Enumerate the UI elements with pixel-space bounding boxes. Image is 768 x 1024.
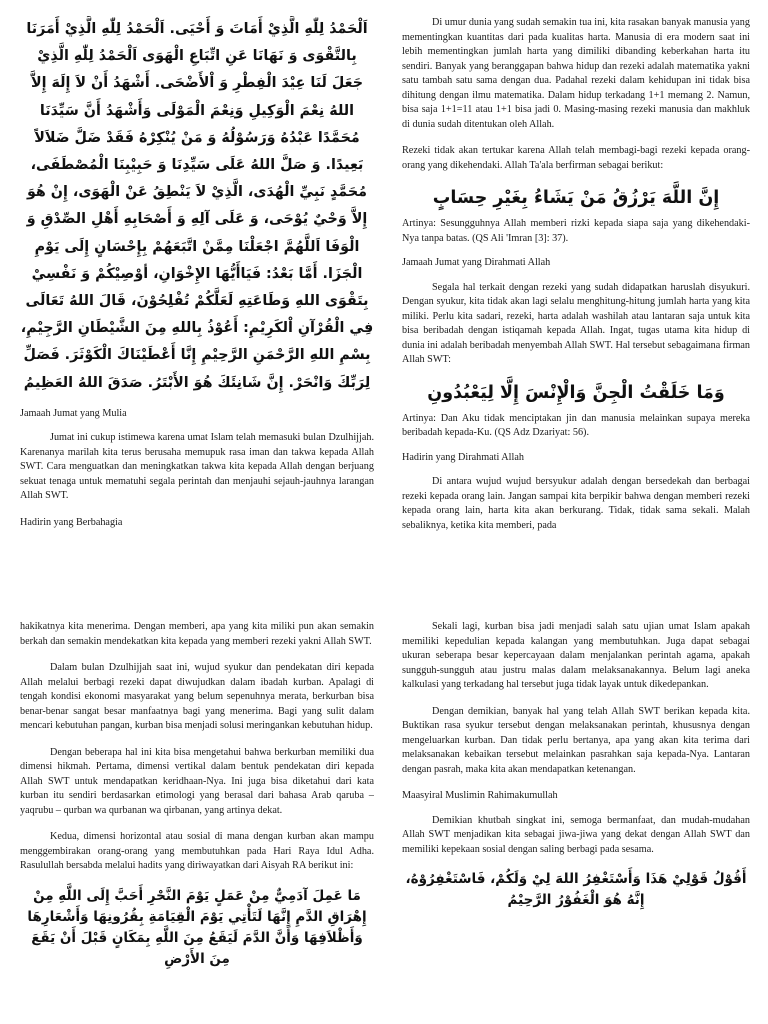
column-1-top xyxy=(20,16,374,598)
paragraph: hakikatnya kita menerima. Dengan memberi, apa yang kita miliki pun akan semakin berkah dan semakin mendekatkan kita kepada yang memberi rezeki yakni Allah SWT. xyxy=(20,621,374,647)
paragraph: Sekali lagi, kurban bisa jadi menjadi salah satu ujian umat Islam apakah memiliki kepedulian kepada kalangan yang membutuhkan. Juga dapat sebagai ukuran seberapa besar kepercayaan dalam menjalankan perintah agama, apakah sungguh-sungguh atau justru malas dalam melaksanakannya. Belum lagi aneka kalkulasi yang terkadang hal tersebut juga tidak layak untuk dikedepankan. xyxy=(402,621,750,690)
quran-verse: وَمَا خَلَقْتُ الْجِنَّ وَالْإِنْسَ إِلَّا لِيَعْبُدُونِ xyxy=(427,382,725,403)
column-2-bottom xyxy=(402,620,750,1024)
paragraph: Segala hal terkait dengan rezeki yang sudah didapatkan haruslah disyukuri. Dengan syukur, kita tidak akan lagi selalu menghitung-hitung jumlah harta yang kita miliki. Perlu kita sadari, rezeki, harta adalah washilah atau lantaran saja untuk kita bisa beribadah dengan istiqamah kepada Allah. Ingat, tugas utama kita hidup di dunia ini adalah beribadah menyembah Allah SWT. Hal tersebut sebagaimana firman Allah SWT: xyxy=(402,281,750,365)
section-heading: Jamaah Jumat yang Mulia xyxy=(20,407,127,419)
paragraph: Dalam bulan Dzulhijjah saat ini, wujud syukur dan pendekatan diri kepada Allah melalui berbagi rezeki dapat diwujudkan dalam ibadah kurban. Apalagi di tengah kondisi ekonomi masyarakat yang belum sepenuhnya merata, berkurban bisa benar-benar sangat besar manfaatnya bagi yang menerima. Bagi yang sulit dalam mencari kebutuhan pangan, kurban bisa menjadi solusi meringankan kebutuhan hidup. xyxy=(20,662,374,731)
column-2-top xyxy=(402,16,750,598)
verse-translation: Artinya: Dan Aku tidak menciptakan jin dan manusia melainkan supaya mereka beribadah kepada-Ku. (QS Adz Dzariyat: 56). xyxy=(402,412,750,438)
section-heading: Hadirin yang Berbahagia xyxy=(20,516,123,528)
paragraph: Demikian khutbah singkat ini, semoga bermanfaat, dan mudah-mudahan Allah SWT menjadikan kita sebagai jiwa-jiwa yang dekat dengan Allah SWT dan memiliki kepekaan sosial dengan saling berbagi pada sesama. xyxy=(402,814,750,855)
paragraph: Dengan beberapa hal ini kita bisa mengetahui bahwa berkurban memiliki dua dimensi hikmah. Pertama, dimensi vertikal dalam bentuk pendekatan diri kepada Allah SWT untuk mendapatkan keridhaan-Nya. Ini juga bisa diketahui dari kata kurban itu sendiri berdasarkan etimologi yang berasal dari bahasa Arab qaruba – yaqrubu – qurban wa qurbanan wa qirbanan, yang artinya dekat. xyxy=(20,746,374,816)
column-1-bottom xyxy=(20,620,374,1024)
paragraph: Di antara wujud wujud bersyukur adalah dengan bersedekah dan berbagai rezeki kepada orang lain. Jangan sampai kita berpikir bahwa dengan memberi rezeki kepada orang lain, harta kita akan berkurang. Tidak, tidak sama sekali. Malah sebaliknya, ketika kita memberi, pada xyxy=(402,476,750,531)
verse-translation: Artinya: Sesungguhnya Allah memberi rizki kepada siapa saja yang dikehendaki-Nya tanpa batas. (QS Ali 'Imran [3]: 37). xyxy=(402,218,750,244)
paragraph: Jumat ini cukup istimewa karena umat Islam telah memasuki bulan Dzulhijjah. Karenanya marilah kita terus berusaha memupuk rasa iman dan takwa kepada Allah SWT. Cara menguatkan dan meningkatkan takwa kita kepada Allah dengan berjuang sekuat tenaga untuk mematuhi segala perintah dan menjauhi sejauh-jauhnya larangan Allah SWT. xyxy=(20,432,374,502)
closing-arabic-text: أَقُوْلُ قَوْلِيْ هَذَا وَأَسْتَغْفِرُ اللهَ لِيْ وَلَكُمْ، فَاسْتَغْفِرُوْهُ، إِنَّهُ هُوَ الْغَفُوْرُ الرَّحِيْمُ xyxy=(405,871,747,908)
paragraph: Rezeki tidak akan tertukar karena Allah telah membagi-bagi rezeki kepada orang-orang yang dikehendaki. Allah Ta'ala berfirman sebagai berikut: xyxy=(402,145,750,171)
section-heading: Maasyiral Muslimin Rahimakumullah xyxy=(402,790,558,801)
paragraph: Kedua, dimensi horizontal atau sosial di mana dengan kurban akan mampu menggembirakan orang-orang yang membutuhkan pada Hari Raya Idul Adha. Rasulullah bersabda melalui hadits yang diriwayatkan dari Aisyah RA berikut ini: xyxy=(20,831,374,871)
arabic-opening-text: اَلْحَمْدُ لِلّٰهِ الَّذِيْ أَمَاتَ وَ أَحْيَى. اَلْحَمْدُ لِلّٰهِ الَّذِيْ أَمَرَنَا بِالتَّقْوَى وَ نَهَانَا عَنِ اتِّبَاعِ الْهَوَى اَلْحَمْدُ لِلّٰهِ الَّذِيْ جَعَلَ لَنَا عِيْدَ الْفِطْرِ وَ اْلأَضْحَى. أَشْهَدُ أَنْ لاَ إِلَهَ إِلاَّ اللهُ نِعْمَ الْوَكِيلِ وَنِعْمَ الْمَوْلَى وَأَشْهَدُ أَنَّ سَيِّدَنَا مُحَمَّدًا عَبْدُهُ وَرَسُوْلُهُ وَ مَنْ يُنْكِرْهُ فَقَدْ ضَلَّ ضَلاَلاً بَعِيدًا. وَ صَلَّ اللهُ عَلَى سَيِّدِنَا وَ حَبِيْبِنَا الْمُصْطَفَى، مُحَمَّدٍ نَبِيِّ الْهُدَى، الَّذِيْ لاَ يَنْطِقُ عَنْ الْهَوَى، إِنْ هُوَ إِلاَّ وَحْيٌ يُوْحَى، وَ عَلَى آلِهِ وَ أَصْحَابِهِ أَهْلِ الصِّدْقِ وَ الْوَفَا اَللَّهُمَّ اجْعَلْنَا مِمَّنْ اتَّبَعَهُمْ بِإِحْسَانٍ إِلَى يَوْمِ الْجَزَا. أَمَّا بَعْدُ: فَيَاأَيُّهَا الإِخْوَانِ، أوْصِيْكُمْ وَ نَفْسِيْ بِتَقْوَى اللهِ وَطَاعَتِهِ لَعَلَّكُمْ تُفْلِحُوْنَ، قَالَ اللهُ تَعَالَى فِي الْقُرْآنِ اْلكَرِيْمِ: أَعُوْذُ بِاللهِ مِنَ الشَّيْطَانِ الرَّجِيْمِ، بِسْمِ اللهِ الرَّحْمَنِ الرَّحِيْمِ إِنَّا أَعْطَيْنَاكَ الْكَوْثَرَ. فَصَلِّ لِرَبِّكَ وَانْحَرْ. إِنَّ شَانِئَكَ هُوَ الأَبْتَرُ. صَدَقَ اللهُ العَظِيمُ xyxy=(20,21,374,391)
quran-verse: إِنَّ اللَّهَ يَرْزُقُ مَنْ يَشَاءُ بِغَيْرِ حِسَابٍ xyxy=(432,188,720,208)
paragraph: Di umur dunia yang sudah semakin tua ini, kita rasakan banyak manusia yang mementingkan kuantitas dari pada kualitas harta. Manusia di era modern saat ini lebih mementingkan jumlah harta yang dimiliki dibanding keberkahan harta itu sendiri. Banyak yang beranggapan bahwa hidup dan rezeki adalah matematika yakni satu tambah satu sama dengan dua. Padahal rezeki dalam kehidupan ini tidak bisa dihitung dengan ilmu matematika. Dalam hidup terkadang 1+1 memang 2. Namun, bisa saja 1+1=11 atau 1+1 bisa jadi 0. Masing-masing rezeki manusia dan makhluk di dunia sudah ditentukan oleh Allah. xyxy=(402,17,750,130)
section-heading: Jamaah Jumat yang Dirahmati Allah xyxy=(402,257,551,268)
hadith-text: مَا عَمِلَ آدَمِيٌّ مِنْ عَمَلٍ يَوْمَ النَّحْرِ أَحَبَّ إِلَى اللَّهِ مِنْ إِهْرَاقِ الدَّمِ إِنَّهَا لَتَأْتِي يَوْمَ الْقِيَامَةِ بِقُرُونِهَا وَأَشْعَارِهَا وَأَظْلاَفِهَا وَأَنَّ الدَّمَ لَيَقَعُ مِنَ اللَّهِ بِمَكَانٍ قَبْلَ أَنْ يَقَعَ مِنَ الأَرْضِ xyxy=(27,887,367,967)
section-heading: Hadirin yang Dirahmati Allah xyxy=(402,451,524,463)
paragraph: Dengan demikian, banyak hal yang telah Allah SWT berikan kepada kita. Buktikan rasa syukur tersebut dengan melaksanakan perintah, khususnya dengan mengeluarkan kurban. Dan tidak perlu bertanya, apa yang akan kita terima dari melaksanakan kebaikan tersebut melainkan pasrahkan saja kepada-Nya. Lantaran dengan pasrah, maka kita akan mendapatkan ketenangan. xyxy=(402,705,750,775)
